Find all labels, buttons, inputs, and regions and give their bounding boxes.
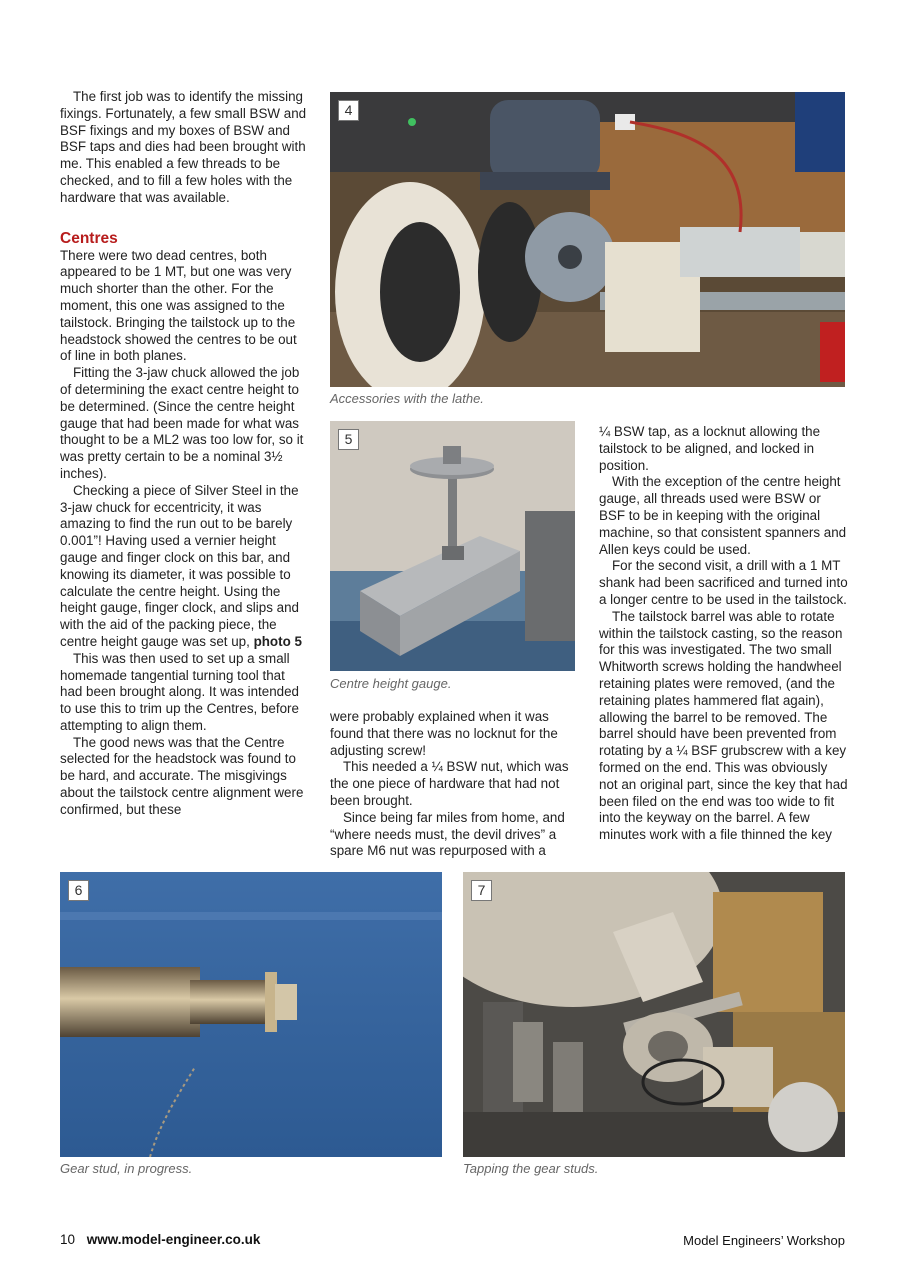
paragraph [60,483,308,651]
photo-tapping-gear-studs [463,872,845,1157]
magazine-title: Model Engineers’ Workshop [683,1233,845,1248]
paragraph: were probably explained when it was found that there was no locknut for the adjusting screw! [330,709,558,758]
paragraph: This needed a ¼ BSW nut, which was the one piece of hardware that had not been brought. [330,759,569,808]
photo-centre-height-gauge [330,421,575,671]
text-column-2 [330,709,580,860]
gear-stud-photo-illustration [60,872,442,1157]
paragraph: This was then used to set up a small homemade tangential turning tool that had been brought along. It was intended to use this to trim up the Centres, before attempting to align them. [60,650,299,733]
photo-gear-stud [60,872,442,1157]
figure-number: 4 [338,100,359,121]
paragraph: For the second visit, a drill with a 1 MT shank had been sacrificed and turned into a longer centre to be used in the tailstock. [599,558,848,607]
paragraph: With the exception of the centre height gauge, all threads used were BSW or BSF to be in keeping with the original machine, so that consistent spanners and Allen keys could be used. [599,474,847,557]
website-link[interactable]: www.model-engineer.co.uk [86,1232,261,1247]
figure-caption: Centre height gauge. [330,676,452,691]
text-column-3 [599,424,849,844]
paragraph: The first job was to identify the missing fixings. Fortunately, a few small BSW and BSF fixings and my boxes of BSW and BSF taps and dies had been brought with me. This enabled a few threads to be checked, and to fill a few holes with the hardware that was available. [60,89,307,205]
paragraph: ¼ BSW tap, as a locknut allowing the tailstock to be aligned, and locked in position. [599,424,821,473]
footer-left [60,1232,260,1247]
paragraph: There were two dead centres, both appeared to be 1 MT, but one was very much shorter than the other. For the moment, this one was assigned to the tailstock. Bringing the tailstock up to the headstock showed the centres to be out of line in both planes. [60,247,297,364]
gauge-photo-illustration [330,421,575,671]
figure-caption: Tapping the gear studs. [463,1161,599,1176]
figure-number: 6 [68,880,89,901]
tapping-photo-illustration [463,872,845,1157]
photo-lathe-accessories [330,92,845,387]
photo-reference: photo 5 [253,633,302,649]
figure-caption: Accessories with the lathe. [330,391,484,406]
section-heading-centres: Centres [60,229,118,247]
paragraph: Fitting the 3-jaw chuck allowed the job of determining the exact centre height to be determined. (Since the centre height gauge that had been made for what was thought to be a ML2 was too low for, so it was pretty certain to be a nominal 3½ inches). [60,365,304,481]
paragraph: Since being far miles from home, and “where needs must, the devil drives” a spare M6 nut was repurposed with a [330,809,565,859]
text-column-1 [60,89,308,819]
paragraph-text: Checking a piece of Silver Steel in the 3-jaw chuck for eccentricity, it was amazing to find the run out to be barely 0.001”! Having used a vernier height gauge and finger clock on this bar, and knowing its diameter, it was possible to calculate the centre height. Using the height gauge, finger clock, and slips and with the aid of the packing piece, the centre height gauge was set up, [60,482,299,649]
figure-caption: Gear stud, in progress. [60,1161,193,1176]
lathe-photo-illustration [330,92,845,387]
paragraph: The good news was that the Centre selected for the headstock was found to be hard, and accurate. The misgivings about the tailstock centre alignment were confirmed, but these [60,734,304,817]
figure-number: 7 [471,880,492,901]
paragraph: The tailstock barrel was able to rotate within the tailstock casting, so the reason for this was investigated. The two small Whitworth screws holding the handwheel retaining plates were removed, (and the retaining plates hammered flat again), allowing the barrel to be removed. The barrel should have been prevented from rotating by a ¼ BSF grubscrew with a key formed on the end. This was obviously not an original part, since the key that had been filed on the end was too wide to fit into the keyway on the barrel. A few minutes work with a file thinned the key [599,608,848,843]
page-number: 10 [60,1232,76,1247]
figure-number: 5 [338,429,359,450]
